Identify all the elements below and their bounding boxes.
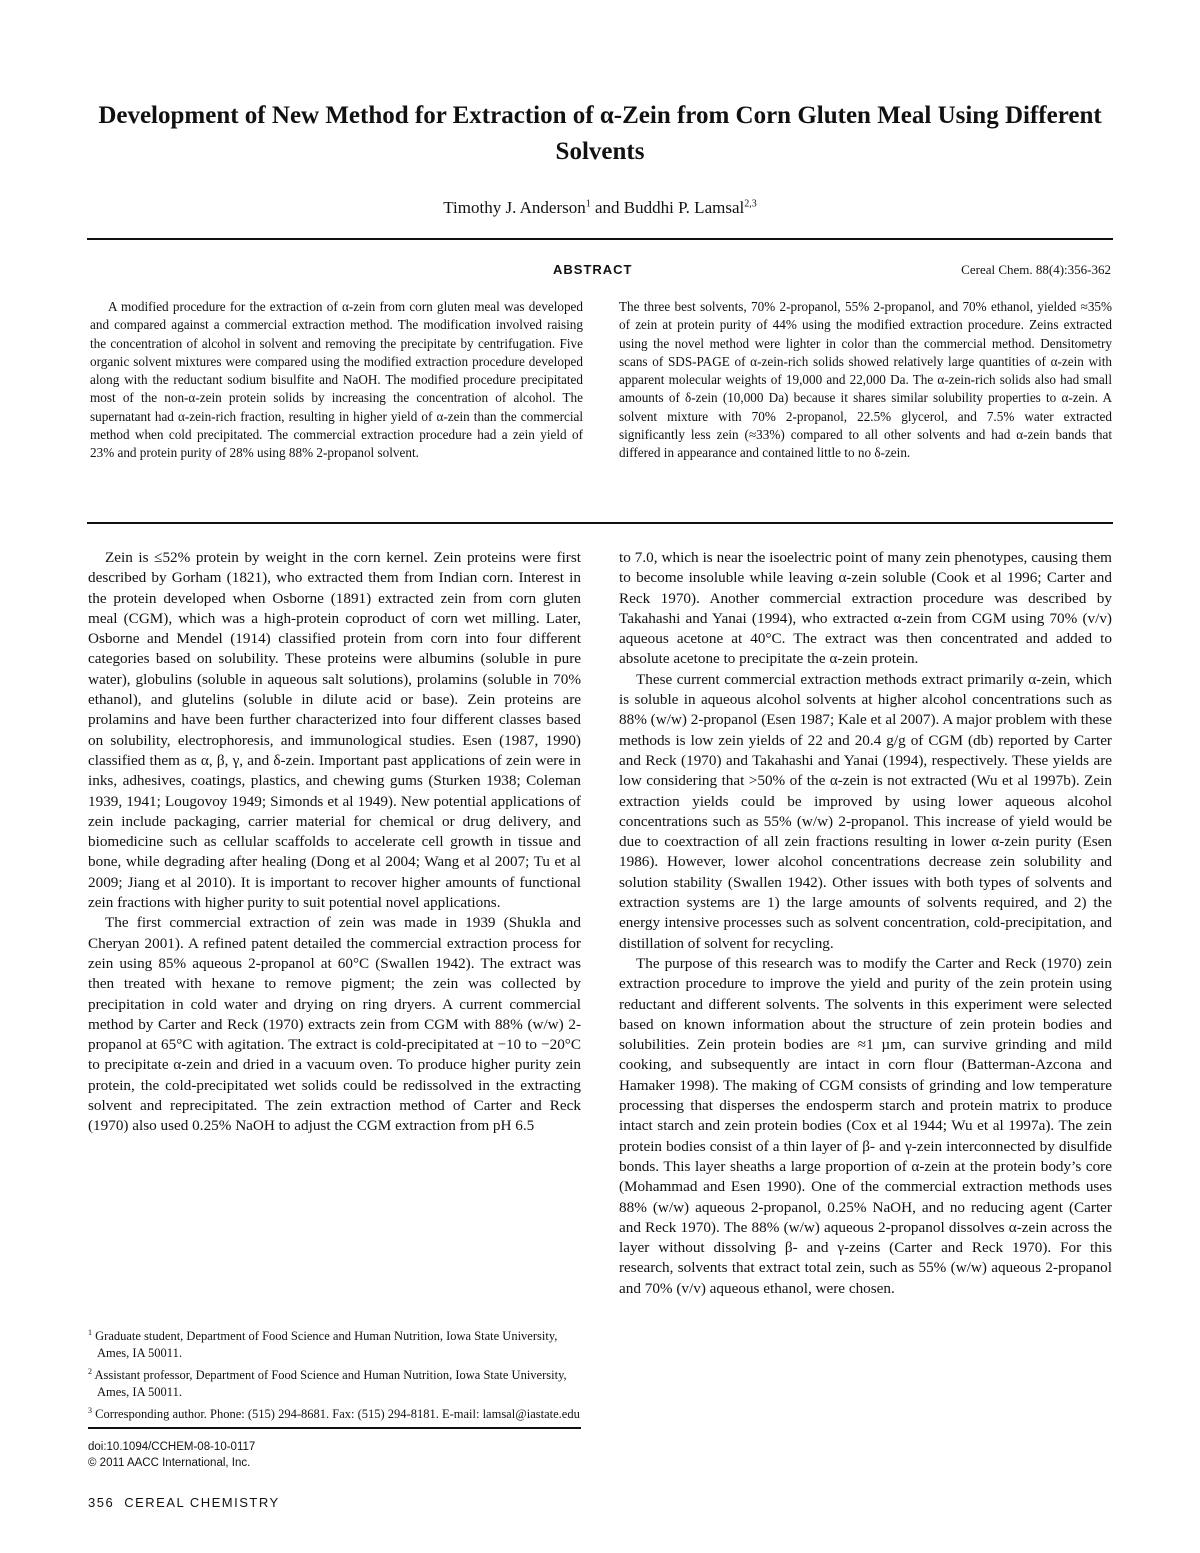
body-paragraph-continued: to 7.0, which is near the isoelectric point of many zein phenotypes, causing them to become insoluble while leaving α-zein soluble (Cook et al 1996; Carter and Reck 1970). Another commercial extraction procedure was described by Takahashi and Yanai (1994), who extracted α-zein from CGM using 70% (v/v) aqueous acetone at 40°C. The extract was then concentrated and added to absolute acetone to precipitate the α-zein protein. xyxy=(619,549,1112,668)
abstract-heading: ABSTRACT xyxy=(553,262,633,277)
footnotes xyxy=(88,1324,581,1423)
footnote-mark: 2 xyxy=(88,1366,92,1376)
footnote xyxy=(88,1324,581,1363)
abstract-right-column: The three best solvents, 70% 2-propanol, 55% 2-propanol, and 70% ethanol, yielded ≈35% of zein at protein purity of 44% using the modified extraction procedure. Zeins extracted using the novel method were lighter in color than the commercial method. Densitometry scans of SDS-PAGE of α-zein-rich solids showed relatively large quantities of α-zein with apparent molecular weights of 19,000 and 22,000 Da. The α-zein-rich solids also had small amounts of δ-zein (10,000 Da) because it shares similar solubility properties to α-zein. A solvent mixture with 70% 2-propanol, 22.5% glycerol, and 7.5% water extracted significantly less zein (≈33%) compared to all other solvents and had α-zein bands that differed in appearance and contained little to no δ-zein. xyxy=(619,299,1112,461)
journal-name: CEREAL CHEMISTRY xyxy=(124,1495,280,1510)
body-paragraph: Zein is ≤52% protein by weight in the corn kernel. Zein proteins were first described by Gorham (1821), who extracted them from Indian corn. Interest in the protein developed when Osborne (1891) extracted zein from corn gluten meal (CGM), which was a high-protein coproduct of corn wet milling. Later, Osborne and Mendel (1914) classified protein from corn into four different categories based on solubility. These proteins were albumins (soluble in pure water), globulins (soluble in aqueous salt solutions), prolamins (soluble in 70% ethanol), and glutelins (soluble in dilute acid or base). Zein proteins are prolamins and have been further characterized into four different classes based on solubility, electrophoresis, and immunological studies. Esen (1987, 1990) classified them as α, β, γ, and δ-zein. Important past applications of zein were in inks, adhesives, coatings, plastics, and chewing gums (Sturken 1938; Coleman 1939, 1941; Lougovoy 1949; Simonds et al 1949). New potential applications of zein include packaging, carrier material for chemical or drug delivery, and biomedicine such as cellular scaffolds to accelerate cell growth in tissue and bone, while degrading after healing (Dong et al 2004; Wang et al 2007; Tu et al 2009; Jiang et al 2010). It is important to recover higher amounts of functional zein fractions with higher purity to suit potential novel applications. xyxy=(88,549,581,912)
footnote-text: Corresponding author. Phone: (515) 294-8681. Fax: (515) 294-8181. E-mail: lamsal@iastate.edu xyxy=(95,1406,580,1421)
author-2: Buddhi P. Lamsal xyxy=(623,198,745,217)
footnote xyxy=(88,1363,581,1402)
doi: doi:10.1094/CCHEM-08-10-0117 xyxy=(88,1441,256,1453)
footnote-rule xyxy=(88,1427,581,1429)
footnote-text: Graduate student, Department of Food Science and Human Nutrition, Iowa State University, Ames, IA 50011. xyxy=(95,1329,558,1361)
author-2-affiliation-mark: 2,3 xyxy=(744,198,757,210)
journal-citation: Cereal Chem. 88(4):356-362 xyxy=(961,262,1111,277)
footnote xyxy=(88,1402,581,1423)
body-left-column xyxy=(88,548,581,1137)
author-joiner: and xyxy=(590,198,624,217)
footnote-mark: 1 xyxy=(88,1328,92,1337)
footnote-text: Assistant professor, Department of Food Science and Human Nutrition, Iowa State University, Ames, IA 50011. xyxy=(94,1367,567,1400)
doi-block xyxy=(88,1439,255,1471)
copyright: © 2011 AACC International, Inc. xyxy=(88,1457,251,1469)
page-footer xyxy=(88,1495,280,1510)
body-paragraph: The first commercial extraction of zein was made in 1939 (Shukla and Cheryan 2001). A refined patent detailed the commercial extraction process for zein using 85% aqueous 2-propanol at 60°C (Swallen 1942). The extract was then treated with hexane to remove pigment; the zein was collected by precipitation in cold water and drying on ring dryers. A current commercial method by Carter and Reck (1970) extracts zein from CGM with 88% (w/w) 2-propanol at 65°C with agitation. The extract is cold-precipitated at −10 to −20°C to precipitate α-zein and dried in a vacuum oven. To produce higher purity zein protein, the cold-precipitated wet solids could be redissolved in the extracting solvent and reprecipitated. The zein extraction method of Carter and Reck (1970) also used 0.25% NaOH to adjust the CGM extraction from pH 6.5 xyxy=(88,914,581,1135)
body-right-column xyxy=(619,548,1112,1299)
abstract-left-column: A modified procedure for the extraction of α-zein from corn gluten meal was developed and compared against a commercial extraction method. The modification involved raising the concentration of alcohol in solvent and removing the precipitate by centrifugation. Five organic solvent mixtures were compared using the modified extraction procedure developed along with the reductant sodium bisulfite and NaOH. The modified procedure precipitated most of the non-α-zein protein solids by increasing the concentration of alcohol. The supernatant had α-zein-rich fraction, resulting in higher yield of α-zein than the commercial method when cold precipitated. The commercial extraction procedure had a zein yield of 23% and protein purity of 28% using 88% 2-propanol solvent. xyxy=(90,299,583,461)
body-paragraph: The purpose of this research was to modify the Carter and Reck (1970) zein extraction procedure to improve the yield and purity of the zein protein using reductant and different solvents. The solvents in this experiment were selected based on known information about the structure of zein protein bodies and solubilities. Zein protein bodies are ≈1 µm, can survive grinding and mild cooking, and subsequently are intact in corn flour (Batterman-Azcona and Hamaker 1998). The making of CGM consists of grinding and low temperature processing that disperses the endosperm starch and protein matrix to produce intact starch and zein protein bodies (Cox et al 1944; Wu et al 1997a). The zein protein bodies consist of a thin layer of β- and γ-zein interconnected by disulfide bonds. This layer sheaths a large proportion of α-zein at the protein body’s core (Mohammad and Esen 1990). One of the commercial extraction methods uses 88% (w/w) aqueous 2-propanol, 0.25% NaOH, and no reducing agent (Carter and Reck 1970). The 88% (w/w) aqueous 2-propanol dissolves α-zein across the layer without dissolving β- and γ-zeins (Carter and Reck 1970). For this research, solvents that extract total zein, such as 55% (w/w) aqueous 2-propanol and 70% (v/v) aqueous ethanol, were chosen. xyxy=(619,954,1112,1297)
abstract-rule xyxy=(87,522,1113,524)
header-rule xyxy=(87,238,1113,240)
author-line xyxy=(90,198,1110,218)
author-1-affiliation-mark: 1 xyxy=(585,198,591,210)
page-number: 356 xyxy=(88,1495,115,1510)
footnote-mark: 3 xyxy=(88,1405,92,1415)
author-1: Timothy J. Anderson xyxy=(443,198,586,217)
paper-title: Development of New Method for Extraction of α-Zein from Corn Gluten Meal Using Different Solvents xyxy=(98,102,1102,165)
body-paragraph: These current commercial extraction methods extract primarily α-zein, which is soluble in aqueous alcohol solvents at higher alcohol concentrations such as 88% (w/w) 2-propanol (Esen 1987; Kale et al 2007). A major problem with these methods is low zein yields of 22 and 20.4 g/g of CGM (db) reported by Carter and Reck (1970) and Takahashi and Yanai (1994), respectively. These yields are low considering that >50% of the α-zein is not extracted (Wu et al 1997b). Zein extraction yields could be improved by using lower aqueous alcohol concentrations such as 55% (w/w) 2-propanol. This increase of yield would be due to coextraction of all zein fractions resulting in lower α-zein purity (Esen 1986). However, lower alcohol concentrations decrease zein solubility and solution stability (Swallen 1942). Other issues with both types of solvents and extraction systems are 1) the large amounts of solvents required, and 2) the energy intensive processes such as solvent concentration, cold-precipitation, and distillation of solvent for recycling. xyxy=(619,670,1112,952)
